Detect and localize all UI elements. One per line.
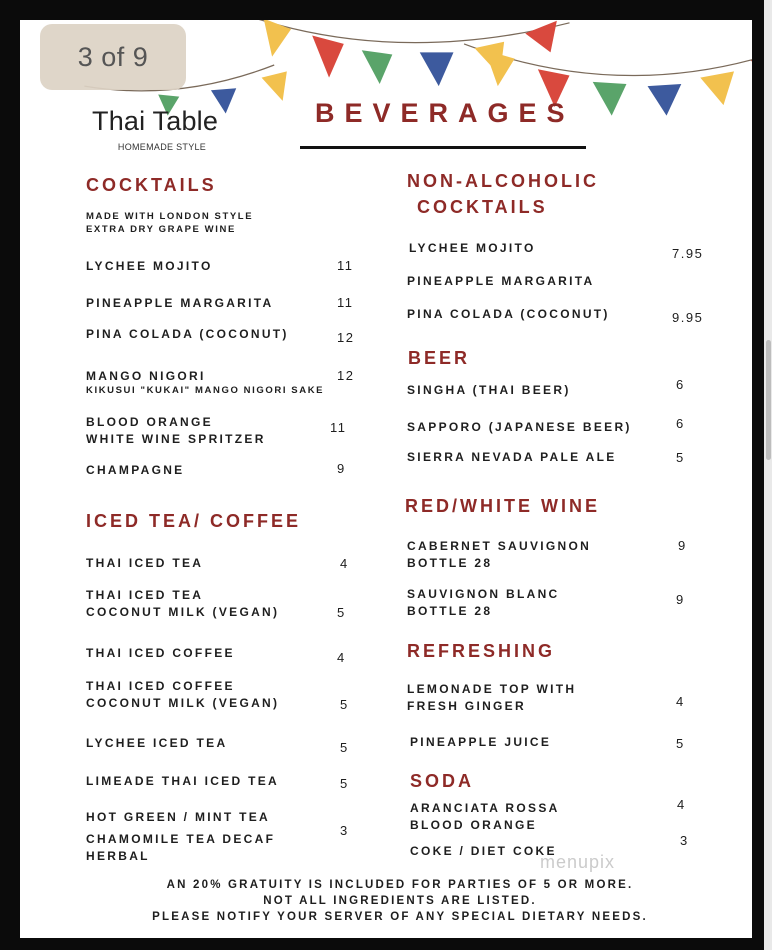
menu-item: COKE / DIET COKE — [410, 844, 557, 858]
menu-item-price: 9.95 — [672, 310, 704, 325]
menu-item: THAI ICED COFFEE — [86, 646, 235, 660]
menu-item: SINGHA (THAI BEER) — [407, 383, 571, 397]
menu-footer: AN 20% GRATUITY IS INCLUDED FOR PARTIES OF 5 OR MORE. NOT ALL INGREDIENTS ARE LISTED. PLEASE NOTIFY YOUR SERVER OF ANY SPECIAL DIETARY NEEDS. — [152, 879, 648, 923]
section-heading-wine: RED/WHITE WINE — [405, 496, 600, 516]
menu-item-price: 11 — [330, 420, 347, 435]
menu-item: BLOOD ORANGE WHITE WINE SPRITZER — [86, 415, 266, 446]
title-underline — [300, 146, 586, 149]
restaurant-logo — [92, 106, 232, 152]
section-heading-iced: ICED TEA/ COFFEE — [86, 511, 302, 531]
menu-item-price: 12 — [337, 368, 355, 383]
menu-item: CABERNET SAUVIGNON BOTTLE 28 — [407, 539, 592, 570]
menu-item: SAPPORO (JAPANESE BEER) — [407, 420, 632, 434]
menu-item-price: 11 — [337, 258, 354, 273]
menu-item: THAI ICED TEA COCONUT MILK (VEGAN) — [86, 588, 280, 619]
menu-item: PINA COLADA (COCONUT) — [86, 327, 289, 341]
menu-item-price: 7.95 — [672, 246, 704, 261]
menu-item: PINEAPPLE JUICE — [410, 735, 552, 749]
menu-item-price: 5 — [337, 605, 346, 620]
menu-item-price: 9 — [337, 461, 346, 476]
menu-item-price: 4 — [677, 797, 686, 812]
menu-item-price: 5 — [340, 740, 349, 755]
section-heading-refreshing: REFRESHING — [407, 641, 556, 661]
menu-item: LEMONADE TOP WITH FRESH GINGER — [407, 682, 577, 713]
menu-item: SAUVIGNON BLANC BOTTLE 28 — [407, 587, 560, 618]
menu-item-price: 9 — [676, 592, 685, 607]
menu-item: LYCHEE ICED TEA — [86, 736, 228, 750]
section-heading-beer: BEER — [408, 348, 471, 368]
section-heading-nonalcoholic: NON-ALCOHOLIC COCKTAILS — [407, 171, 599, 217]
menu-item-price: 5 — [340, 697, 349, 712]
menu-item: HOT GREEN / MINT TEA CHAMOMILE TEA DECAF HERBAL — [86, 810, 276, 863]
menu-item: ARANCIATA ROSSA BLOOD ORANGE — [410, 801, 560, 832]
scrollbar[interactable] — [764, 0, 772, 950]
page-title: BEVERAGES — [315, 98, 575, 128]
menu-item-price: 9 — [678, 538, 687, 553]
menu-item: LYCHEE MOJITO — [409, 241, 536, 255]
menu-item: PINEAPPLE MARGARITA — [407, 274, 595, 288]
menu-item-price: 6 — [676, 377, 685, 392]
menu-item-price: 3 — [680, 833, 689, 848]
menu-item: LIMEADE THAI ICED TEA — [86, 774, 279, 788]
page-indicator[interactable]: 3 of 9 — [40, 24, 186, 90]
menu-item: THAI ICED TEA — [86, 556, 204, 570]
section-heading-soda: SODA — [410, 771, 475, 791]
menu-item: THAI ICED COFFEE COCONUT MILK (VEGAN) — [86, 679, 280, 710]
menu-item-price: 4 — [337, 650, 346, 665]
menu-item-description: KIKUSUI "KUKAI" MANGO NIGORI SAKE — [86, 385, 325, 396]
menu-item-price: 3 — [340, 823, 349, 838]
menu-item: PINEAPPLE MARGARITA — [86, 296, 274, 310]
logo-name: Thai Table — [92, 106, 219, 136]
menu-item: LYCHEE MOJITO — [86, 259, 213, 273]
menu-item-price: 5 — [340, 776, 349, 791]
menu-item-price: 4 — [676, 694, 685, 709]
menu-item: PINA COLADA (COCONUT) — [407, 307, 610, 321]
menu-item-price: 5 — [676, 450, 685, 465]
menu-item-price: 11 — [337, 295, 354, 310]
menu-item-price: 4 — [340, 556, 349, 571]
menu-item: SIERRA NEVADA PALE ALE — [407, 450, 617, 464]
menu-item-price: 5 — [676, 736, 685, 751]
menu-item: MANGO NIGORI — [86, 369, 206, 383]
menu-item: CHAMPAGNE — [86, 463, 185, 477]
watermark: menupix — [540, 852, 616, 872]
cocktails-note: MADE WITH LONDON STYLE EXTRA DRY GRAPE WINE — [86, 211, 254, 235]
menu-page — [20, 20, 752, 938]
scrollbar-thumb[interactable] — [766, 340, 771, 460]
menu-item-price: 6 — [676, 416, 685, 431]
logo-tagline: HOMEMADE STYLE — [117, 142, 207, 152]
menu-item-price: 12 — [337, 330, 355, 345]
section-heading-cocktails: COCKTAILS — [86, 175, 217, 195]
